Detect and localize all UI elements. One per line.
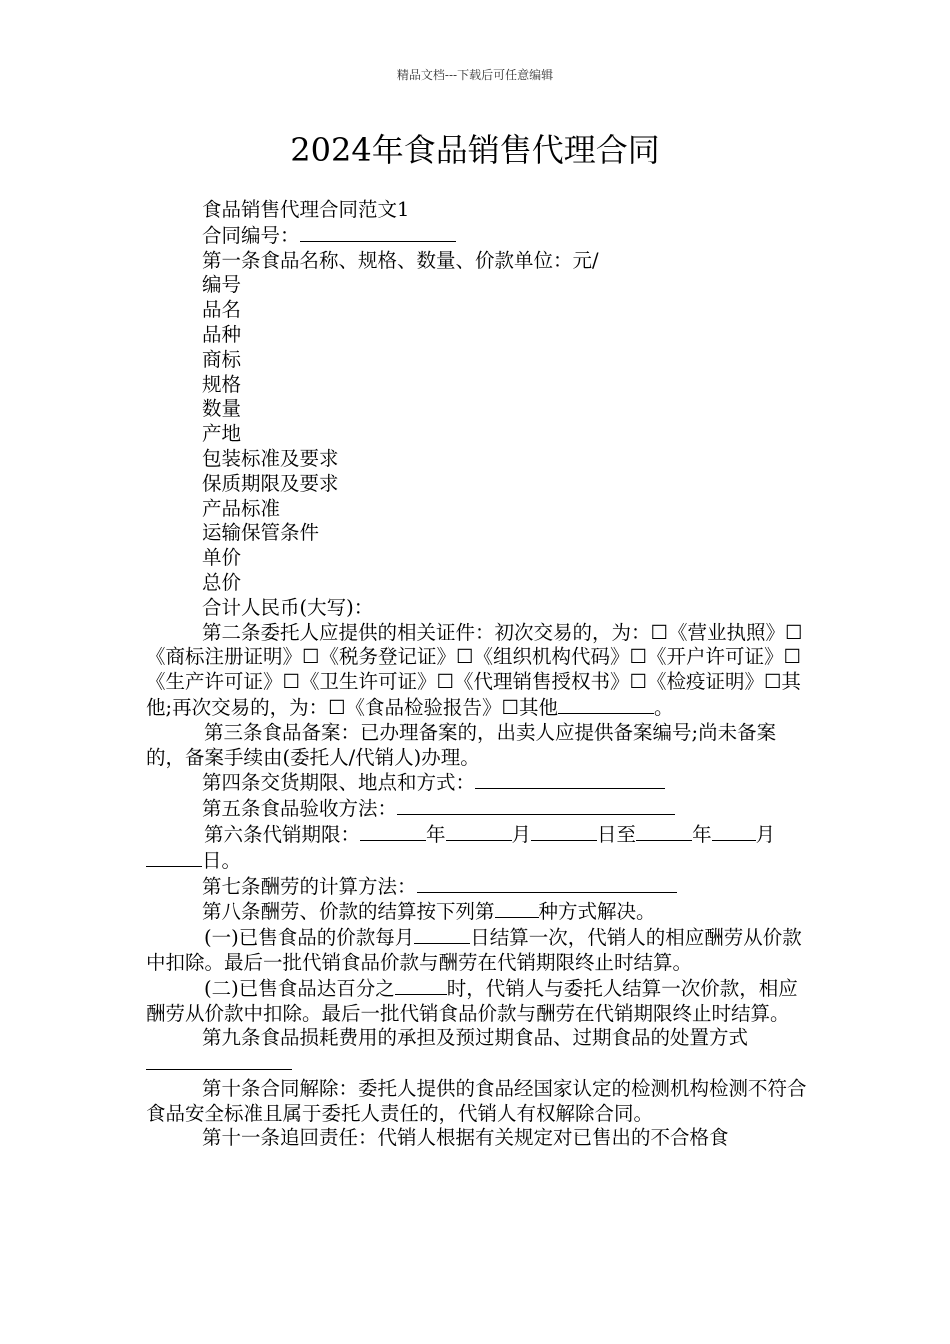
column-item: 产地 (202, 422, 242, 446)
article-9-text: 第九条食品损耗费用的承担及预过期食品、过期食品的处置方式 (202, 1026, 749, 1050)
day-blank-2 (146, 848, 202, 867)
day-blank-1 (531, 822, 597, 841)
column-item: 商标 (202, 347, 242, 371)
column-item: 保质期限及要求 (202, 471, 339, 495)
document-body (146, 198, 810, 1151)
article-5-text: 第五条食品验收方法： (202, 797, 398, 821)
article-8-blank (495, 899, 539, 918)
article-7-blank (417, 874, 677, 893)
option-1-suffix: 日结算一次，代销人的相应酬劳从价款中扣除。最后一批代销食品价款与酬劳在代销期限终止时结算。 (146, 926, 802, 974)
column-item: 包装标准及要求 (202, 446, 339, 470)
header-note: 精品文档---下载后可任意编辑 (396, 68, 554, 82)
article-1: 第一条食品名称、规格、数量、价款单位：元/ (202, 248, 599, 272)
article-6 (146, 822, 810, 874)
option-2-suffix: 时，代销人与委托人结算一次价款，相应酬劳从价款中扣除。最后一批代销食品价款与酬劳在代销期限终止时结算。 (146, 976, 798, 1025)
article-11: 第十一条追回责任：代销人根据有关规定对已售出的不合格食 (202, 1126, 729, 1150)
total-label: 合计人民币(大写)： (202, 595, 374, 619)
column-item: 运输保管条件 (202, 521, 320, 545)
subtitle: 食品销售代理合同范文1 (202, 198, 410, 221)
article-8 (146, 899, 810, 925)
document-title: 2024年食品销售代理合同 (290, 131, 660, 169)
article-2-end: 。 (654, 695, 674, 719)
column-item: 编号 (202, 273, 242, 297)
column-item: 数量 (202, 397, 242, 421)
column-item: 单价 (202, 546, 242, 570)
year-blank-1 (360, 822, 426, 841)
article-10: 第十条合同解除：委托人提供的食品经国家认定的检测机构检测不符合食品安全标准且属于委托人责任的，代销人有权解除合同。 (146, 1076, 807, 1125)
article-2-text: 第二条委托人应提供的相关证件：初次交易的，为：☐《营业执照》☐《商标注册证明》☐《税务登记证》☐《组织机构代码》☐《开户许可证》☐《生产许可证》☐《卫生许可证》☐《代理销售授权书》☐《检疫证明》☐其他;再次交易的，为：☐《食品检验报告》☐其他 (146, 620, 803, 719)
column-item: 总价 (202, 570, 242, 594)
article-7 (146, 874, 810, 900)
article-9 (146, 1026, 810, 1077)
option-1 (146, 925, 810, 976)
article-3: 第三条食品备案：已办理备案的，出卖人应提供备案编号;尚未备案的，备案手续由(委托人/代销人)办理。 (146, 720, 777, 769)
article-2-blank (558, 695, 654, 714)
option-2 (146, 976, 810, 1027)
year-label-1: 年 (426, 822, 446, 846)
option-2-prefix: (二)已售食品达百分之 (204, 976, 395, 1000)
day-label-1: 日至 (597, 822, 637, 846)
article-8-prefix: 第八条酬劳、价款的结算按下列第 (202, 900, 495, 924)
column-item: 品名 (202, 298, 242, 322)
column-item: 规格 (202, 372, 242, 396)
contract-number-line (146, 223, 810, 249)
year-blank-2 (636, 822, 692, 841)
article-4-text: 第四条交货期限、地点和方式： (202, 771, 476, 795)
article-4-blank (475, 770, 665, 789)
month-label-2: 月 (755, 822, 776, 846)
item-columns-list (146, 273, 810, 595)
article-4 (146, 770, 810, 796)
day-label-2: 日。 (202, 848, 242, 872)
month-blank-1 (446, 822, 512, 841)
article-9-blank (146, 1051, 292, 1070)
article-6-prefix: 第六条代销期限： (204, 822, 361, 846)
article-5-blank (397, 796, 675, 815)
contract-number-blank (300, 223, 456, 242)
year-label-2: 年 (692, 822, 712, 846)
option-1-blank (414, 925, 470, 944)
article-7-text: 第七条酬劳的计算方法： (202, 874, 417, 898)
option-2-blank (395, 976, 447, 995)
option-1-prefix: (一)已售食品的价款每月 (204, 926, 415, 950)
month-label-1: 月 (511, 822, 532, 846)
month-blank-2 (712, 822, 756, 841)
column-item: 品种 (202, 322, 242, 346)
article-5 (146, 796, 810, 822)
article-8-suffix: 种方式解决。 (538, 900, 656, 924)
contract-number-label: 合同编号： (202, 223, 300, 247)
article-2 (146, 621, 810, 721)
column-item: 产品标准 (202, 496, 281, 520)
